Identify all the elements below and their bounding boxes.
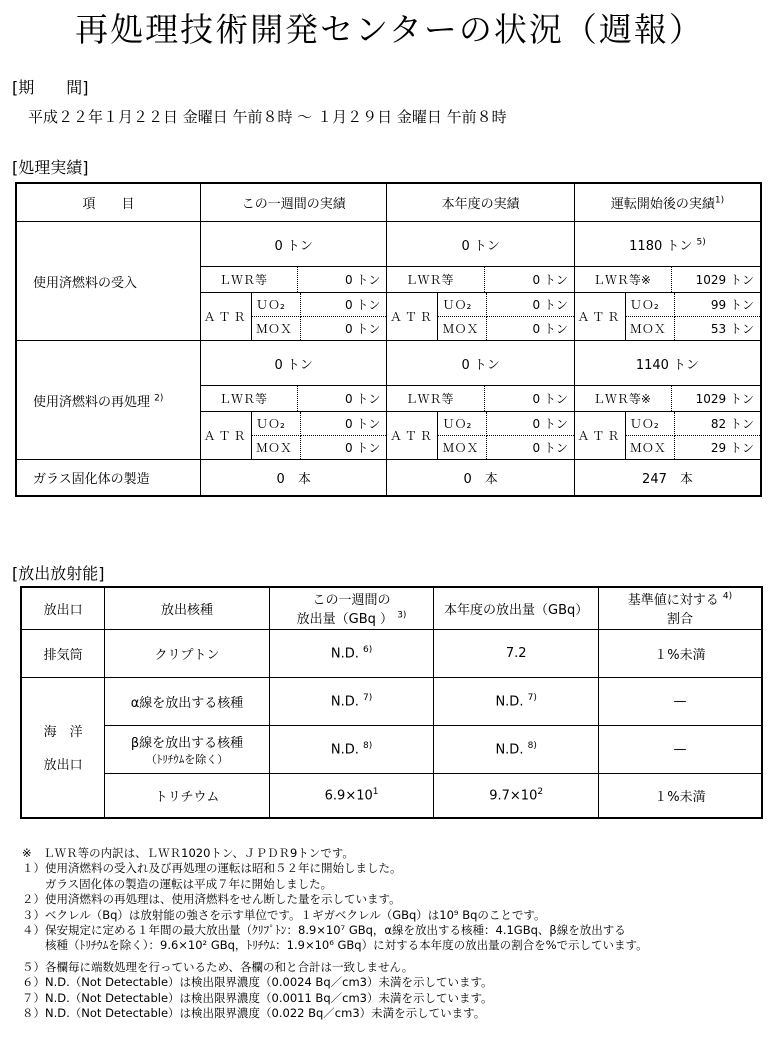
reprocess-label-cell <box>16 341 200 460</box>
reprocess-year-lwr-value: 0 トン <box>532 392 568 406</box>
header-week: この一週間の実績 <box>200 183 386 222</box>
mox-label: ＭＯＸ <box>251 317 300 341</box>
tritium-year-value: 9.7×10 <box>489 788 538 804</box>
note-line: ガラス固化体の製造の運転は平成７年に開始しました。 <box>22 876 333 891</box>
processing-table <box>15 182 762 497</box>
header-since-label: 運転開始後の実績 <box>610 197 715 212</box>
stack-week <box>269 629 434 677</box>
alpha-week <box>269 677 434 725</box>
lwr-label: ＬＷＲ等 <box>387 386 484 411</box>
atr-label: ＡＴＲ <box>575 412 626 459</box>
lwr-since-label: ＬＷＲ等※ <box>575 267 671 292</box>
reprocess-week-lwr-value: 0 トン <box>344 392 381 406</box>
receipt-since-uo2: 99 トン <box>674 293 760 317</box>
processing-heading: [処理実績] <box>12 158 89 177</box>
beta-week-note: 8) <box>363 740 373 751</box>
period-text: 平成２２年１月２２日 金曜日 午前８時 〜 １月２９日 金曜日 午前８時 <box>28 108 507 126</box>
ocean-point-l1: 海 洋 <box>43 725 83 741</box>
alpha-week-note: 7) <box>363 692 373 703</box>
beta-year-note: 8) <box>527 740 537 751</box>
reprocess-since-atr <box>574 412 761 460</box>
beta-ratio: — <box>598 725 762 773</box>
note-line: ５）各欄毎に端数処理を行っているため、各欄の和と合計は一致しません。 <box>22 959 414 974</box>
receipt-since-lwr-value: 1029 トン <box>695 273 754 287</box>
receipt-week-lwr-value: 0 トン <box>344 273 381 287</box>
alpha-year-value: N.D. <box>495 694 524 710</box>
release-header-week-l1: この一週間の <box>312 593 391 609</box>
release-header-ratio-note: 4) <box>722 591 733 602</box>
tritium-ratio: １%未満 <box>598 773 762 818</box>
reprocess-year-total: 0 トン <box>387 341 574 386</box>
atr-label: ＡＴＲ <box>387 412 438 459</box>
release-table <box>20 586 763 819</box>
receipt-since-total-note: 5) <box>696 237 706 248</box>
note-line: １）使用済燃料の受入れ及び再処理の運転は昭和５２年に開始しました。 <box>22 861 402 876</box>
tritium-nuclide: トリチウム <box>105 773 269 818</box>
beta-week <box>269 725 434 773</box>
receipt-since-atr <box>574 293 761 341</box>
note-line: ※ ＬＷＲ等の内訳は、ＬＷＲ1020トン、ＪＰＤＲ9トンです。 <box>22 846 354 860</box>
stack-ratio: １%未満 <box>598 629 762 677</box>
tritium-year <box>434 773 599 818</box>
atr-label: ＡＴＲ <box>387 293 438 340</box>
uo2-label: ＵＯ₂ <box>625 293 674 317</box>
reprocess-since-uo2: 82 トン <box>674 412 760 436</box>
reprocess-since-lwr <box>574 386 761 412</box>
uo2-label: ＵＯ₂ <box>438 293 487 317</box>
lwr-label: ＬＷＲ等 <box>201 267 297 292</box>
receipt-week-lwr <box>200 267 386 293</box>
notes-list <box>22 846 648 1021</box>
glass-since: 247 本 <box>574 460 761 496</box>
beta-week-value: N.D. <box>330 742 359 758</box>
receipt-week-total: 0 トン <box>200 222 386 267</box>
release-header-week-note: 3) <box>397 610 407 621</box>
release-header-week-l2: 放出量（GBq ） <box>296 612 394 628</box>
atr-label: ＡＴＲ <box>201 412 252 459</box>
lwr-label: ＬＷＲ等 <box>387 267 484 292</box>
stack-week-note: 6) <box>363 644 373 655</box>
reprocess-year-atr <box>387 412 574 460</box>
tritium-year-exp: 2 <box>537 787 544 798</box>
alpha-week-value: N.D. <box>330 694 359 710</box>
receipt-week-atr <box>200 293 386 341</box>
receipt-year-atr <box>387 293 574 341</box>
beta-nuclide <box>105 725 269 773</box>
mox-label: ＭＯＸ <box>625 317 674 341</box>
header-since <box>574 183 761 222</box>
note-line: ６）N.D.（Not Detectable）は検出限界濃度（0.0024 Bq／cm3）未満を示しています。 <box>22 975 493 990</box>
reprocess-note: 2) <box>154 393 164 404</box>
tritium-week <box>269 773 434 818</box>
ocean-point-l2: 放出口 <box>43 758 83 774</box>
glass-year: 0 本 <box>387 460 574 496</box>
header-item: 項 目 <box>16 183 200 222</box>
receipt-year-lwr <box>387 267 574 293</box>
tritium-week-exp: 1 <box>372 787 379 798</box>
receipt-year-uo2: 0 トン <box>487 293 574 317</box>
release-header-ratio-l2: 割合 <box>666 612 693 628</box>
receipt-week-uo2: 0 トン <box>300 293 386 317</box>
reprocess-since-total: 1140 トン <box>574 341 761 386</box>
receipt-year-mox: 0 トン <box>532 322 568 336</box>
receipt-since-mox: 53 トン <box>710 322 754 336</box>
note-line: ７）N.D.（Not Detectable）は検出限界濃度（0.0011 Bq／cm3）未満を示しています。 <box>22 990 493 1005</box>
alpha-nuclide: α線を放出する核種 <box>105 677 269 725</box>
header-year: 本年度の実績 <box>387 183 574 222</box>
release-header-year: 本年度の放出量（GBq） <box>434 587 599 629</box>
glass-label: ガラス固化体の製造 <box>16 460 200 496</box>
beta-nuclide-label: β線を放出する核種 <box>130 735 244 751</box>
note-line: 核種（ﾄﾘﾁｳﾑを除く）：9.6×10² GBq，ﾄﾘﾁｳﾑ：1.9×10⁶ GBq）に対する本年度の放出量の割合を%で示しています。 <box>22 938 648 953</box>
release-header-row <box>21 587 762 629</box>
stack-year: 7.2 <box>434 629 599 677</box>
reprocess-year-uo2: 0 トン <box>487 412 574 436</box>
uo2-label: ＵＯ₂ <box>625 412 674 436</box>
receipt-since-total-value: 1180 トン <box>629 238 693 254</box>
note-line: ２）使用済燃料の再処理は、使用済燃料をせん断した量を示しています。 <box>22 892 401 907</box>
release-row-beta <box>21 725 762 773</box>
mox-label: ＭＯＸ <box>438 317 487 341</box>
page-title: 再処理技術開発センターの状況（週報） <box>75 10 704 49</box>
reprocess-week-lwr <box>200 386 386 412</box>
reprocess-year-lwr <box>387 386 574 412</box>
stack-week-value: N.D. <box>330 646 359 662</box>
beta-year-value: N.D. <box>495 742 524 758</box>
reprocess-week-uo2: 0 トン <box>300 412 386 436</box>
release-header-ratio-l1: 基準値に対する <box>627 593 719 609</box>
release-header-nuclide: 放出核種 <box>105 587 269 629</box>
release-header-week <box>269 587 434 629</box>
uo2-label: ＵＯ₂ <box>251 293 300 317</box>
stack-point: 排気筒 <box>21 629 105 677</box>
reprocess-since-lwr-value: 1029 トン <box>695 392 754 406</box>
note-line: ８）N.D.（Not Detectable）は検出限界濃度（0.022 Bq／cm3）未満を示しています。 <box>22 1006 486 1021</box>
release-header-point: 放出口 <box>21 587 105 629</box>
note-line: ３）ベクレル（Bq）は放射能の強さを示す単位です。１ギガベクレル（GBq）は10⁹ Bqのことです。 <box>22 907 546 922</box>
reprocess-week-mox: 0 トン <box>344 441 381 455</box>
receipt-year-total: 0 トン <box>387 222 574 267</box>
header-since-note: 1) <box>714 195 725 206</box>
alpha-year <box>434 677 599 725</box>
reprocess-year-mox: 0 トン <box>532 441 568 455</box>
alpha-year-note: 7) <box>527 692 537 703</box>
mox-label: ＭＯＸ <box>438 436 487 460</box>
release-header-ratio <box>598 587 762 629</box>
alpha-ratio: — <box>598 677 762 725</box>
note-line: ４）保安規定に定める１年間の最大放出量（ｸﾘﾌﾟﾄﾝ：8.9×10⁷ GBq，α線を放出する核種：4.1GBq、β線を放出する <box>22 923 626 938</box>
receipt-since-lwr <box>574 267 761 293</box>
receipt-year-lwr-value: 0 トン <box>532 273 568 287</box>
reprocess-week-total: 0 トン <box>200 341 386 386</box>
lwr-label: ＬＷＲ等 <box>201 386 297 411</box>
receipt-label: 使用済燃料の受入 <box>16 222 200 341</box>
ocean-point <box>21 677 105 818</box>
beta-nuclide-sub: （ﾄﾘﾁｳﾑを除く） <box>145 752 229 766</box>
release-row-tritium <box>21 773 762 818</box>
tritium-week-value: 6.9×10 <box>324 788 373 804</box>
receipt-week-mox: 0 トン <box>344 322 381 336</box>
release-row-alpha <box>21 677 762 725</box>
reprocess-label: 使用済燃料の再処理 <box>33 394 151 410</box>
stack-nuclide: クリプトン <box>105 629 269 677</box>
reprocess-week-atr <box>200 412 386 460</box>
mox-label: ＭＯＸ <box>251 436 300 460</box>
glass-week: 0 本 <box>200 460 386 496</box>
receipt-since-total <box>574 222 761 267</box>
atr-label: ＡＴＲ <box>575 293 626 340</box>
lwr-since-label: ＬＷＲ等※ <box>575 386 671 411</box>
beta-year <box>434 725 599 773</box>
period-heading: [期 間] <box>12 78 89 97</box>
reprocess-since-mox: 29 トン <box>710 441 754 455</box>
processing-header-row <box>16 183 761 222</box>
uo2-label: ＵＯ₂ <box>438 412 487 436</box>
release-heading: [放出放射能] <box>12 564 105 583</box>
uo2-label: ＵＯ₂ <box>251 412 300 436</box>
release-row-stack <box>21 629 762 677</box>
atr-label: ＡＴＲ <box>201 293 252 340</box>
mox-label: ＭＯＸ <box>625 436 674 460</box>
